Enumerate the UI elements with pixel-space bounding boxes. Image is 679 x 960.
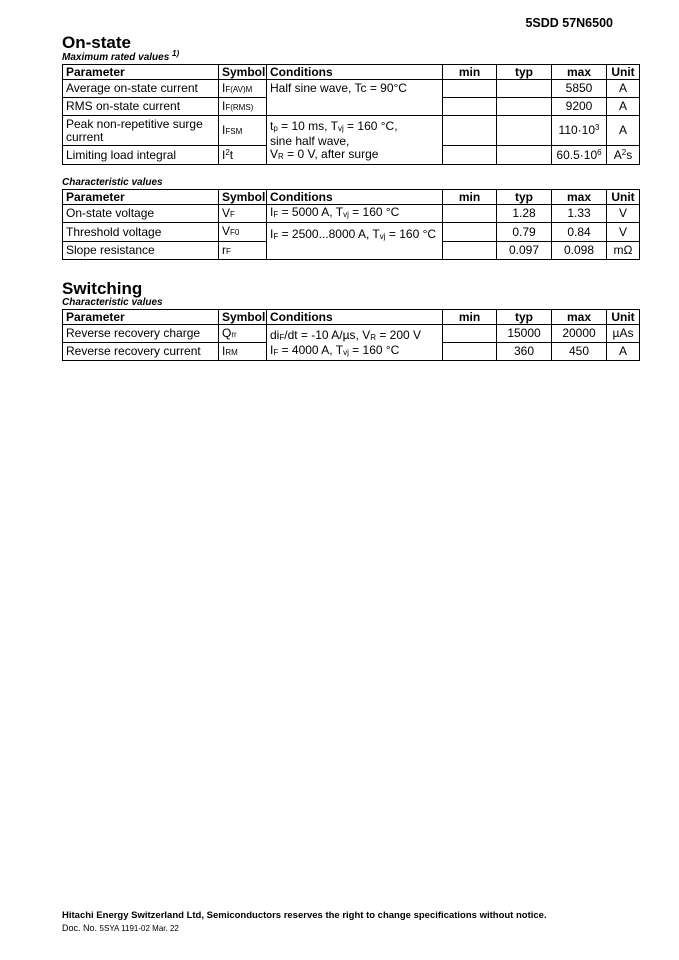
param: RMS on-state current (63, 98, 219, 116)
col-unit: Unit (607, 190, 640, 205)
col-unit: Unit (607, 65, 640, 80)
max: $110\cdot 10^3$ (552, 116, 607, 146)
unit: A (607, 116, 640, 146)
unit: V (607, 205, 640, 223)
col-parameter: Parameter (63, 190, 219, 205)
symbol: Qrr (219, 325, 267, 343)
col-min: min (443, 310, 497, 325)
symbol: rF (219, 242, 267, 260)
table-row (63, 80, 640, 98)
footer-doc-number: Doc. No. 5SYA 1191-02 Mar. 22 (62, 923, 179, 933)
table-row (63, 116, 640, 146)
param: Limiting load integral (63, 146, 219, 165)
param: Threshold voltage (63, 223, 219, 242)
col-min: min (443, 65, 497, 80)
max: 0.84 (552, 223, 607, 242)
section-title-onstate: On-state (62, 33, 131, 52)
param: Slope resistance (63, 242, 219, 260)
table-row (63, 205, 640, 223)
table-row (63, 223, 640, 242)
conditions: $I_F = 2500...8000$ A, $T_{vj} = 160$ °C (267, 223, 443, 260)
max: $60.5\cdot 10^6$ (552, 146, 607, 165)
typ: 0.79 (497, 223, 552, 242)
footer-disclaimer: Hitachi Energy Switzerland Ltd, Semiconductors reserves the right to change specifications without notice. (62, 910, 547, 921)
conditions: $di_F/dt = -10$ A/µs, $V_R = 200$ V $I_F = 4000$ A, $T_{vj} = 160$ °C (267, 325, 443, 361)
unit: $A^2s$ (607, 146, 640, 165)
table-header (63, 190, 640, 205)
max: 0.098 (552, 242, 607, 260)
col-parameter: Parameter (63, 310, 219, 325)
param: Reverse recovery charge (63, 325, 219, 343)
document-id: 5SDD 57N6500 (525, 16, 613, 30)
conditions: Half sine wave, Tc = 90°C (267, 80, 443, 116)
max: 1.33 (552, 205, 607, 223)
symbol: IRM (219, 343, 267, 361)
typ: 15000 (497, 325, 552, 343)
conditions: $t_p = 10$ ms, $T_{vj} = 160$ °C, sine half wave, $V_R = 0$ V, after surge (267, 116, 443, 165)
max: 20000 (552, 325, 607, 343)
col-conditions: Conditions (267, 65, 443, 80)
col-typ: typ (497, 190, 552, 205)
col-symbol: Symbol (219, 310, 267, 325)
unit: mΩ (607, 242, 640, 260)
onstate-char-table (62, 189, 640, 260)
max: 9200 (552, 98, 607, 116)
table-row (63, 325, 640, 343)
param: On-state voltage (63, 205, 219, 223)
table-header (63, 65, 640, 80)
col-max: max (552, 190, 607, 205)
unit: A (607, 80, 640, 98)
typ: 0.097 (497, 242, 552, 260)
unit: A (607, 343, 640, 361)
subtitle-max-rated: Maximum rated values $^{1)}$ (62, 49, 180, 63)
max: 5850 (552, 80, 607, 98)
col-typ: typ (497, 310, 552, 325)
section-title-switching: Switching (62, 279, 143, 298)
typ: 360 (497, 343, 552, 361)
onstate-max-table (62, 64, 640, 165)
symbol: VF0 (219, 223, 267, 242)
param: Average on-state current (63, 80, 219, 98)
symbol: VF (219, 205, 267, 223)
table-header (63, 310, 640, 325)
col-max: max (552, 65, 607, 80)
max: 450 (552, 343, 607, 361)
unit: µAs (607, 325, 640, 343)
col-min: min (443, 190, 497, 205)
col-conditions: Conditions (267, 190, 443, 205)
symbol: IF(AV)M (219, 80, 267, 98)
subtitle-switching-characteristic: Characteristic values (62, 297, 163, 308)
conditions: $I_F = 5000$ A, $T_{vj} = 160$ °C (267, 205, 443, 223)
typ: 1.28 (497, 205, 552, 223)
symbol: IFSM (219, 116, 267, 146)
unit: A (607, 98, 640, 116)
switching-char-table (62, 309, 640, 361)
param: Reverse recovery current (63, 343, 219, 361)
symbol: IF(RMS) (219, 98, 267, 116)
unit: V (607, 223, 640, 242)
col-typ: typ (497, 65, 552, 80)
col-max: max (552, 310, 607, 325)
symbol: $I^2t$ (219, 146, 267, 165)
col-symbol: Symbol (219, 65, 267, 80)
col-unit: Unit (607, 310, 640, 325)
col-parameter: Parameter (63, 65, 219, 80)
col-symbol: Symbol (219, 190, 267, 205)
subtitle-characteristic: Characteristic values (62, 177, 163, 188)
col-conditions: Conditions (267, 310, 443, 325)
param: Peak non-repetitive surge current (63, 116, 219, 146)
